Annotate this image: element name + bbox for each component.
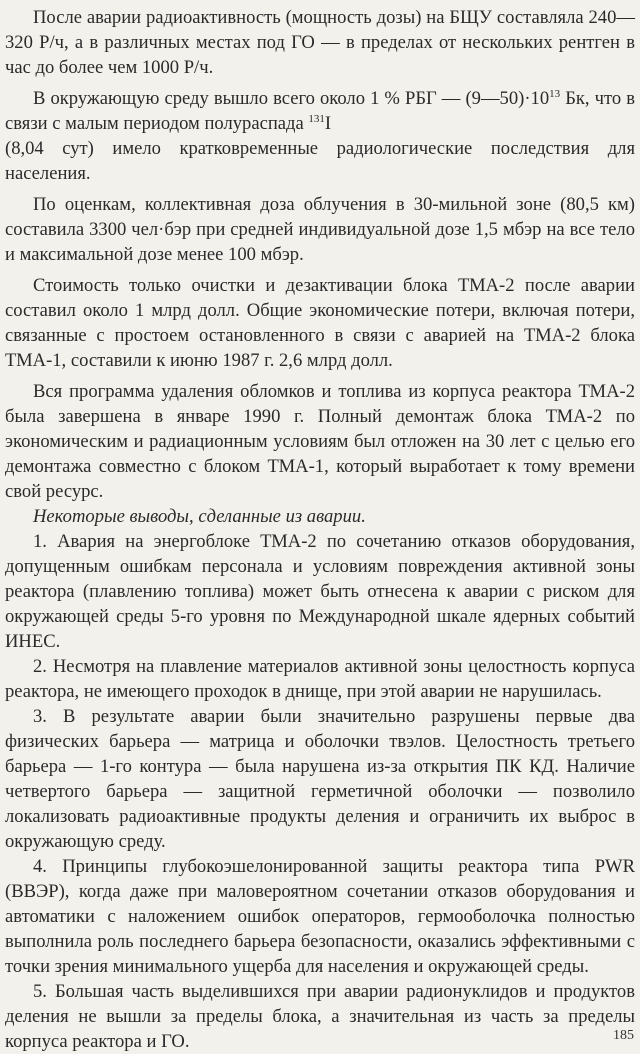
release-text-tail: (8,04 сут) имело кратковременные радиологические последствия для населения. — [5, 138, 635, 184]
paragraph-debris-removal: Вся программа удаления обломков и топлива из корпуса реактора ТМА-2 была завершена в январе 1990 г. Полный демонтаж блока ТМА-2 по экономическим и радиационным условиям был отложен на 30 лет с целью его демонтажа совместно с блоком ТМА-1, который выработает к тому времени свой ресурс. — [5, 381, 635, 502]
paragraph-radiation-levels: После аварии радиоактивность (мощность дозы) на БЩУ составляла 240—320 Р/ч, а в различных местах под ГО — в пределах от нескольких рентген в час до более чем 1000 Р/ч. — [5, 7, 635, 78]
isotope-mass-number: 131 — [308, 112, 325, 125]
release-text-mid: Бк, что в связи с малым периодом полураспада — [5, 88, 635, 134]
conclusion-item-5: 5. Большая часть выделившихся при аварии радионуклидов и продуктов деления не вышли за пределы блока, а значительная из часть за пределы корпуса реактора и ГО. — [5, 981, 635, 1052]
release-text-lead: В окружающую среду вышло всего около 1 % РБГ — (9—50)·10 — [33, 88, 550, 109]
page-number: 185 — [613, 1028, 634, 1043]
release-exponent: 13 — [549, 87, 561, 100]
conclusion-item-3: 3. В результате аварии были значительно разрушены первые два физических барьера — матрица и оболочки твэлов. Целостность третьего барьера — 1-го контура — была нарушена из-за открытия ПК КД. Наличие четвертого барьера — защитной герметичной оболочки — позволило локализовать радиоактивные продукты деления и ограничить их выброс в окружающую среду. — [5, 706, 635, 852]
conclusion-item-2: 2. Несмотря на плавление материалов активной зоны целостность корпуса реактора, не имеющего проходок в днище, при этой аварии не нарушилась. — [5, 656, 635, 702]
body-text — [5, 5, 635, 1054]
conclusion-item-1: 1. Авария на энергоблоке ТМА-2 по сочетанию отказов оборудования, допущенным ошибкам персонала и условиям повреждения активной зоны реактора (плавлению топлива) может быть отнесена к аварии с риском для окружающей среды 5-го уровня по Международной шкале ядерных событий ИНЕС. — [5, 531, 635, 652]
conclusions-heading: Некоторые выводы, сделанные из аварии. — [33, 506, 366, 527]
isotope-symbol: I — [324, 113, 332, 134]
paragraph-costs: Стоимость только очистки и дезактивации блока ТМА-2 после аварии составил около 1 млрд долл. Общие экономические потери, включая потери, связанные с простоем остановленного в связи с аварией на ТМА-2 блока ТМА-1, составили к июню 1987 г. 2,6 млрд долл. — [5, 275, 635, 371]
paragraph-collective-dose: По оценкам, коллективная доза облучения в 30-мильной зоне (80,5 км) составила 3300 чел·бэр при средней индивидуальной дозе 1,5 мбэр на все тело и максимальной дозе менее 100 мбэр. — [5, 194, 635, 265]
conclusion-item-4: 4. Принципы глубокоэшелонированной защиты реактора типа PWR (ВВЭР), когда даже при маловероятном сочетании отказов оборудования и автоматики с наложением ошибок операторов, гермооболочка полностью выполнила роль последнего барьера безопасности, оказались эффективными с точки зрения минимального ущерба для населения и окружающей среды. — [5, 856, 635, 977]
paragraph-environmental-release — [5, 86, 635, 186]
